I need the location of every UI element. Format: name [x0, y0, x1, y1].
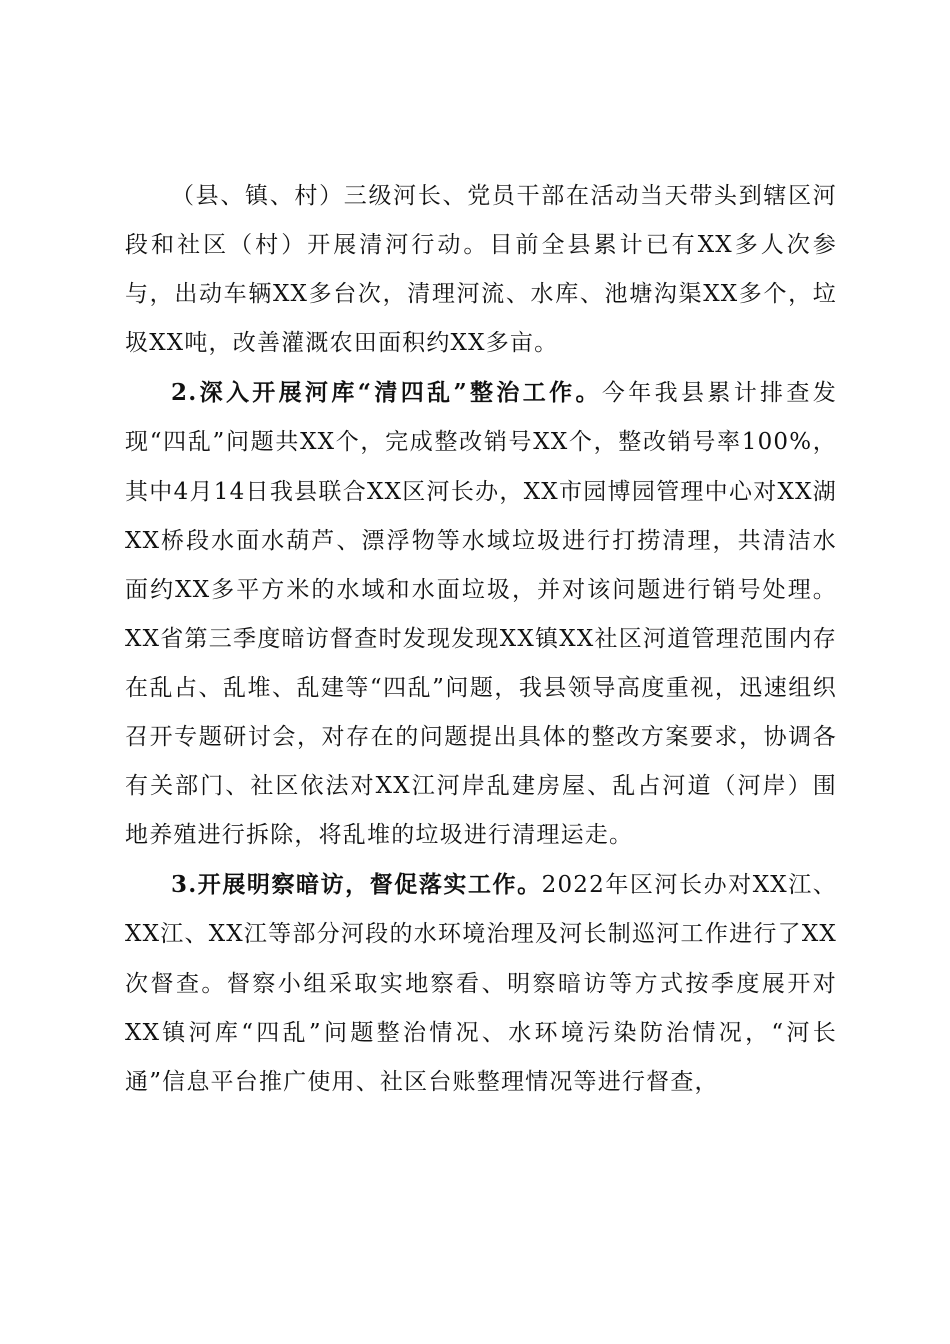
paragraph-river-cleanup	[125, 368, 837, 860]
paragraph-text: （县、镇、村）三级河长、党员干部在活动当天带头到辖区河段和社区（村）开展清河行动。目前全县累计已有XX多人次参与，出动车辆XX多台次，清理河流、水库、池塘沟渠XX多个，垃圾XX吨，改善灌溉农田面积约XX多亩。	[125, 183, 837, 357]
paragraph-text: 2022年区河长办对XX江、XX江、XX江等部分河段的水环境治理及河长制巡河工作进行了XX次督查。督察小组采取实地察看、明察暗访等方式按季度展开对XX镇河库“四乱”问题整治情况、水环境污染防治情况，“河长通”信息平台推广使用、社区台账整理情况等进行督查，	[125, 872, 837, 1095]
paragraph-heading: 3.开展明察暗访，督促落实工作。	[171, 871, 542, 899]
paragraph-continued	[125, 172, 837, 368]
document-body	[125, 172, 837, 1107]
paragraph-heading: 2.深入开展河库“清四乱”整治工作。	[171, 379, 602, 407]
paragraph-inspection	[125, 860, 837, 1106]
paragraph-text: 今年我县累计排查发现“四乱”问题共XX个，完成整改销号XX个，整改销号率100%，其中4月14日我县联合XX区河长办，XX市园博园管理中心对XX湖XX桥段水面水葫芦、漂浮物等水域垃圾进行打捞清理，共清洁水面约XX多平方米的水域和水面垃圾，并对该问题进行销号处理。XX省第三季度暗访督查时发现发现XX镇XX社区河道管理范围内存在乱占、乱堆、乱建等“四乱”问题，我县领导高度重视，迅速组织召开专题研讨会，对存在的问题提出具体的整改方案要求，协调各有关部门、社区依法对XX江河岸乱建房屋、乱占河道（河岸）围地养殖进行拆除，将乱堆的垃圾进行清理运走。	[125, 380, 837, 849]
